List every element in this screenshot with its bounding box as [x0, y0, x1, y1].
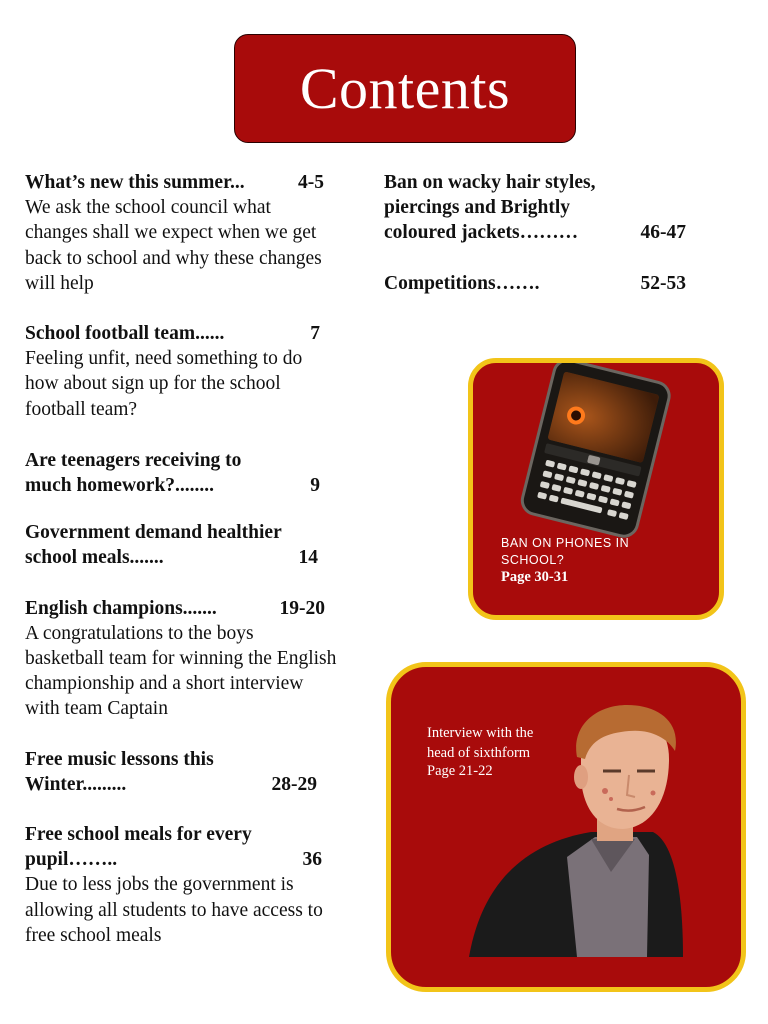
entry-title-continued: pupil……..	[25, 849, 118, 871]
entry-page-number: 7	[310, 323, 320, 345]
entry-title: Competitions…….	[384, 272, 540, 294]
entry-title: Free school meals for every	[25, 824, 252, 846]
phone-feature-caption	[501, 535, 629, 569]
contents-entry[interactable]	[25, 321, 337, 422]
entry-heading	[25, 772, 337, 797]
contents-entry[interactable]	[25, 170, 337, 296]
contents-entry[interactable]	[25, 822, 337, 948]
entry-page-number: 36	[302, 849, 322, 871]
entry-description: A congratulations to the boys basketball team for winning the English championship and a short interview with team Captain	[25, 622, 337, 720]
phone-ban-feature-card[interactable]	[468, 358, 724, 620]
entry-title: Are teenagers receiving to	[25, 449, 242, 471]
entry-heading	[25, 170, 337, 195]
entry-page-number: 52-53	[640, 272, 686, 294]
contents-entry[interactable]	[25, 520, 337, 570]
entry-heading	[384, 271, 704, 296]
entry-title: School football team......	[25, 323, 225, 345]
entry-page-number: 14	[298, 547, 318, 569]
entry-title-continued: piercings and Brightly	[384, 197, 571, 219]
phone-caption-line: SCHOOL?	[501, 553, 565, 567]
entry-heading	[25, 596, 337, 621]
entry-title-continued: much homework?........	[25, 475, 215, 497]
entry-description: We ask the school council what changes shall we expect when we get back to school and why these changes will help	[25, 197, 322, 294]
interview-caption-line: Interview with the	[427, 725, 534, 741]
contents-entry[interactable]	[25, 596, 337, 722]
contents-entry[interactable]	[384, 170, 704, 246]
entry-heading	[384, 220, 704, 245]
interview-caption-line: head of sixthform	[427, 745, 531, 761]
page-title: Contents	[299, 56, 511, 121]
entry-heading	[25, 847, 337, 872]
entry-title: Government demand healthier	[25, 522, 282, 544]
student-portrait-image	[391, 667, 741, 987]
entry-title: Free music lessons this	[25, 748, 214, 770]
entry-heading	[25, 545, 337, 570]
interview-page: Page 21-22	[427, 763, 493, 779]
right-contents-column	[384, 170, 704, 321]
contents-entry[interactable]	[25, 747, 337, 797]
entry-title: Ban on wacky hair styles,	[384, 172, 596, 193]
left-contents-column	[25, 170, 337, 948]
entry-description: Due to less jobs the government is allowing all students to have access to free school meals	[25, 874, 323, 946]
entry-page-number: 9	[310, 475, 320, 497]
entry-title: What’s new this summer...	[25, 172, 245, 193]
entry-title-continued: coloured jackets………	[384, 222, 579, 244]
entry-page-number: 46-47	[640, 222, 686, 244]
phone-feature-page: Page 30-31	[501, 569, 569, 585]
entry-heading	[25, 473, 337, 498]
entry-description: Feeling unfit, need something to do how about sign up for the school football team?	[25, 348, 303, 420]
entry-page-number: 19-20	[279, 597, 325, 619]
entry-title-continued: Winter.........	[25, 773, 127, 795]
interview-feature-card[interactable]	[386, 662, 746, 992]
contents-entry[interactable]	[25, 448, 337, 498]
entry-title-continued: school meals.......	[25, 547, 164, 569]
entry-title: English champions.......	[25, 597, 217, 619]
entry-heading	[25, 321, 337, 346]
entry-page-number: 4-5	[298, 172, 324, 193]
contents-entry[interactable]	[384, 271, 704, 296]
entry-page-number: 28-29	[271, 773, 317, 795]
phone-caption-line: BAN ON PHONES IN	[501, 536, 630, 550]
contents-title-box	[234, 34, 576, 143]
